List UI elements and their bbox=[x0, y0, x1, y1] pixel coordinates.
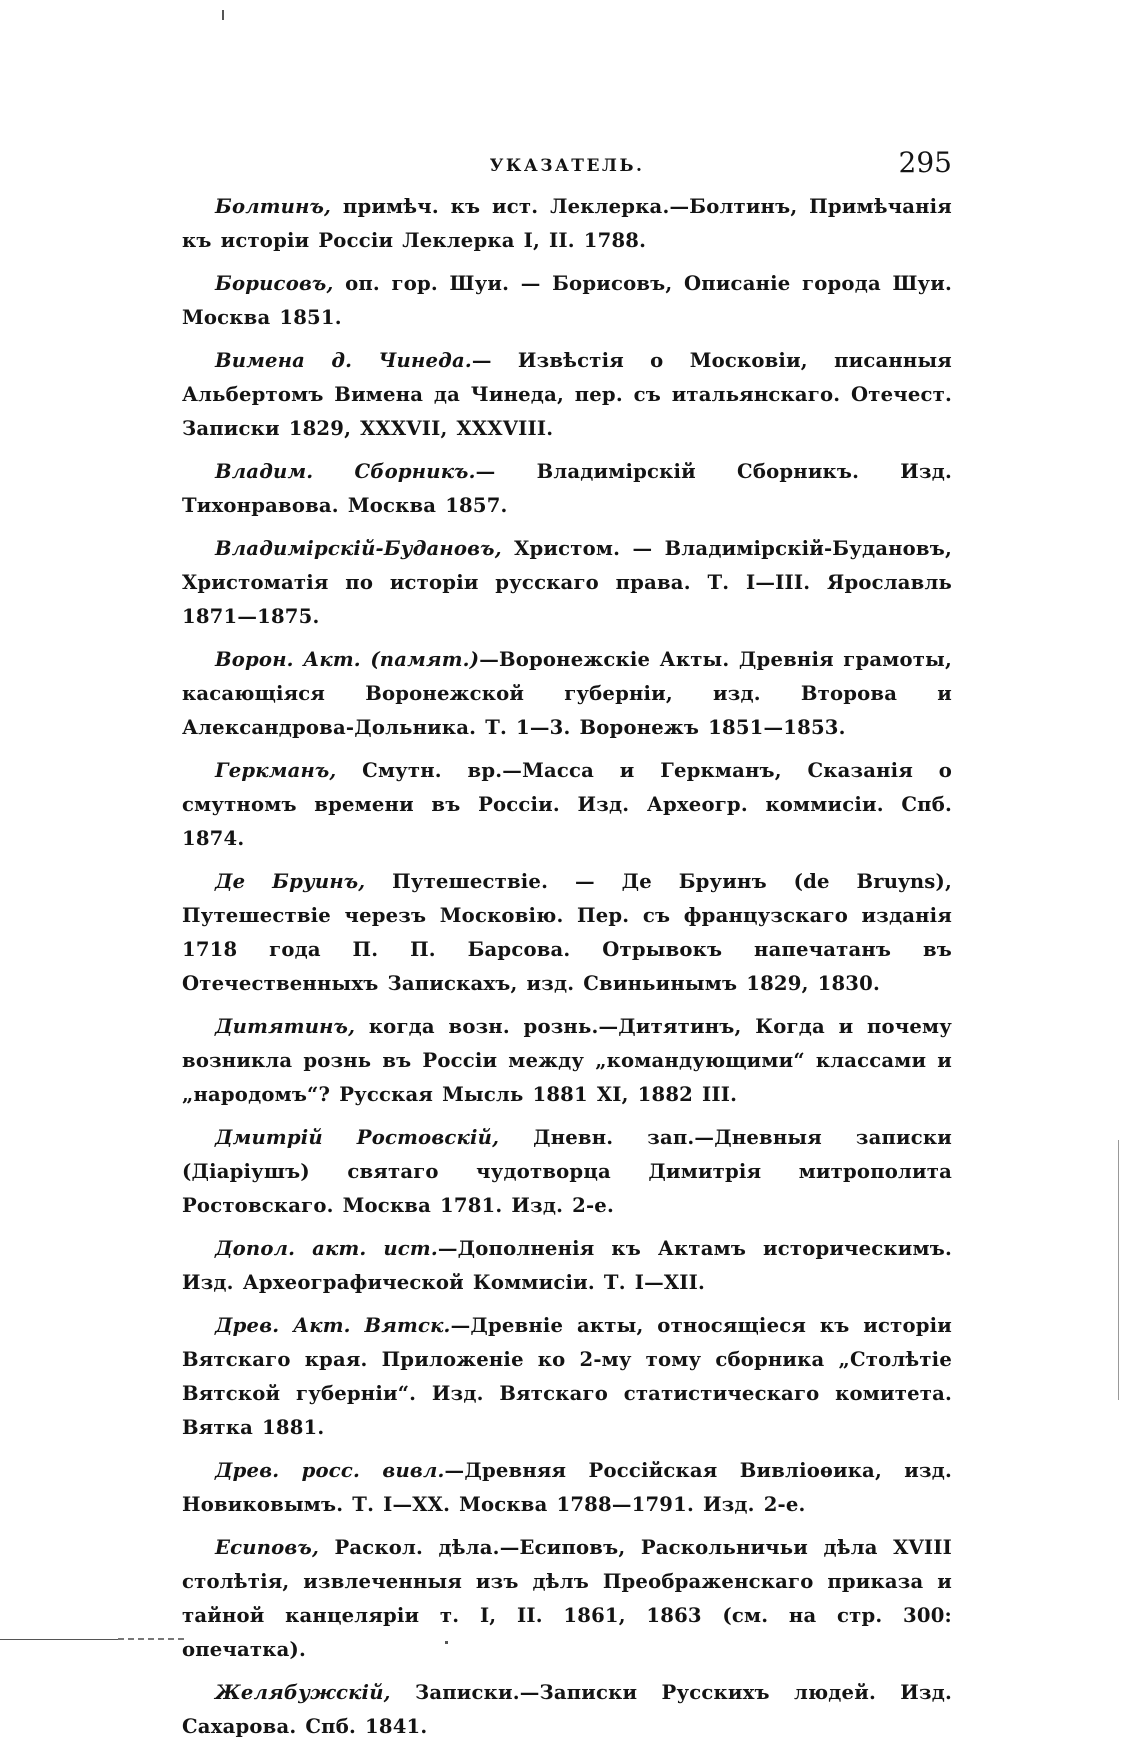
index-entry bbox=[182, 1531, 952, 1667]
entry-description: оп. гор. Шуи. — Борисовъ, Описаніе города Шуи. Москва 1851. bbox=[182, 272, 952, 329]
entry-abbreviation: Геркманъ, bbox=[215, 759, 337, 782]
entry-abbreviation: Дитятинъ, bbox=[215, 1015, 356, 1038]
entry-abbreviation: Желябужскій, bbox=[215, 1681, 391, 1704]
entry-description: —Древніе акты, относящіеся къ исторіи Вятскаго края. Приложеніе ко 2-му тому сборника „Столѣтіе Вятской губерніи“. Изд. Вятскаго статистическаго комитета. Вятка 1881. bbox=[182, 1314, 952, 1439]
entry-description: — Владимірскій Сборникъ. Изд. Тихонравова. Москва 1857. bbox=[182, 460, 953, 517]
scan-edge-rule bbox=[118, 1638, 184, 1640]
entry-abbreviation: Дмитрій Ростовскій, bbox=[215, 1126, 500, 1149]
entry-description: —Воронежскіе Акты. Древнія грамоты, касающіяся Воронежской губерніи, изд. Второва и Александрова-Дольника. Т. 1—3. Воронежъ 1851—1853. bbox=[182, 648, 952, 739]
entry-description: — Извѣстія о Московіи, писанныя Альбертомъ Вимена да Чинеда, пер. съ итальянскаго. Отечест. Записки 1829, XXXVII, XXXVIII. bbox=[182, 349, 952, 440]
entry-abbreviation: Ворон. Акт. (памят.) bbox=[215, 648, 480, 671]
entry-abbreviation: Владимірскій-Будановъ, bbox=[215, 537, 502, 560]
page-number: 295 bbox=[898, 146, 952, 179]
index-entry bbox=[182, 532, 952, 634]
entry-abbreviation: Борисовъ, bbox=[215, 272, 334, 295]
scan-speck bbox=[445, 1641, 448, 1644]
scan-speck bbox=[1118, 1140, 1119, 1400]
index-entry bbox=[182, 1232, 952, 1300]
index-entries bbox=[182, 190, 952, 1753]
entry-description: Путешествіе. — Де Бруинъ (de Bruyns), Путешествіе черезъ Московію. Пер. съ французскаго изданія 1718 года П. П. Барсова. Отрывокъ напечатанъ въ Отечественныхъ Запискахъ, изд. Свиньинымъ 1829, 1830. bbox=[182, 870, 952, 995]
entry-description: примѣч. къ ист. Леклерка.—Болтинъ, Примѣчанія къ исторіи Россіи Леклерка I, II. 1788. bbox=[182, 195, 952, 252]
running-head: УКАЗАТЕЛЬ. bbox=[489, 156, 645, 176]
index-entry bbox=[182, 754, 952, 856]
entry-description: Христом. — Владимірскій-Будановъ, Христоматія по исторіи русскаго права. Т. I—III. Ярославль 1871—1875. bbox=[182, 537, 952, 628]
index-entry bbox=[182, 865, 952, 1001]
entry-description: —Дополненія къ Актамъ историческимъ. Изд. Археографической Коммисіи. Т. I—XII. bbox=[182, 1237, 952, 1294]
entry-description: Раскол. дѣла.—Есиповъ, Раскольничьи дѣла XVIII столѣтія, извлеченныя изъ дѣлъ Преображенскаго приказа и тайной канцеляріи т. I, II. 1861, 1863 (см. на стр. 300: опечатка). bbox=[182, 1536, 952, 1661]
index-entry bbox=[182, 455, 952, 523]
entry-description: —Древняя Россійская Вивліоѳика, изд. Новиковымъ. Т. I—XX. Москва 1788—1791. Изд. 2-е. bbox=[182, 1459, 953, 1516]
index-entry bbox=[182, 1309, 952, 1445]
page-header bbox=[182, 146, 952, 186]
entry-abbreviation: Вимена д. Чинеда. bbox=[215, 349, 472, 372]
entry-abbreviation: Болтинъ, bbox=[215, 195, 332, 218]
entry-abbreviation: Владим. Сборникъ. bbox=[215, 460, 476, 483]
index-entry bbox=[182, 1676, 952, 1744]
entry-abbreviation: Есиповъ, bbox=[215, 1536, 319, 1559]
index-entry bbox=[182, 267, 952, 335]
entry-description: когда возн. рознь.—Дитятинъ, Когда и почему возникла рознь въ Россіи между „командующими“ классами и „народомъ“? Русская Мысль 1881 XI, 1882 III. bbox=[182, 1015, 952, 1106]
entry-description: Дневн. зап.—Дневныя записки (Діаріушъ) святаго чудотворца Димитрія митрополита Ростовскаго. Москва 1781. Изд. 2-е. bbox=[182, 1126, 952, 1217]
index-entry bbox=[182, 1010, 952, 1112]
entry-description: Смутн. вр.—Масса и Геркманъ, Сказанія о смутномъ времени въ Россіи. Изд. Археогр. коммисіи. Спб. 1874. bbox=[182, 759, 952, 850]
entry-abbreviation: Древ. Акт. Вятск. bbox=[215, 1314, 451, 1337]
index-entry bbox=[182, 1454, 952, 1522]
entry-abbreviation: Древ. росс. вивл. bbox=[215, 1459, 445, 1482]
index-entry bbox=[182, 643, 952, 745]
entry-description: Записки.—Записки Русскихъ людей. Изд. Сахарова. Спб. 1841. bbox=[182, 1681, 952, 1738]
entry-abbreviation: Допол. акт. ист. bbox=[215, 1237, 438, 1260]
entry-abbreviation: Де Бруинъ, bbox=[215, 870, 366, 893]
index-entry bbox=[182, 190, 952, 258]
scan-speck bbox=[222, 10, 224, 20]
index-entry bbox=[182, 344, 952, 446]
scan-edge-rule bbox=[0, 1639, 120, 1640]
index-entry bbox=[182, 1121, 952, 1223]
